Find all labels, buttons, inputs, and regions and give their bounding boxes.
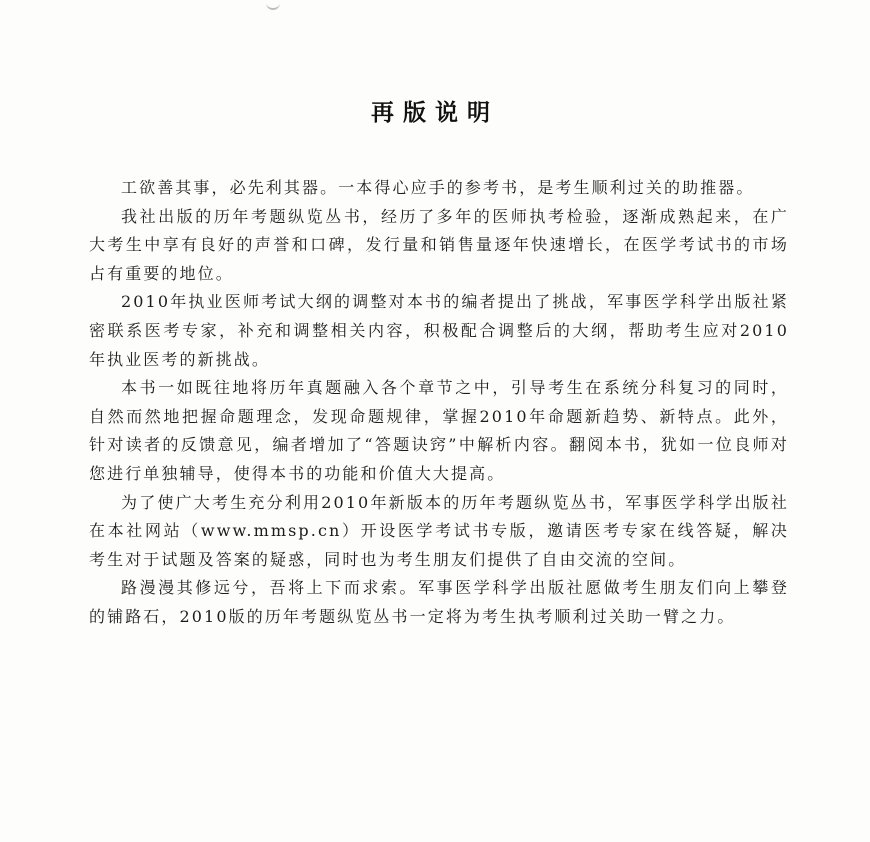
paragraph-2: 我社出版的历年考题纵览丛书，经历了多年的医师执考检验，逐渐成熟起来，在广大考生中享有良好的声誉和口碑，发行量和销售量逐年快速增长，在医学考试书的市场占有重要的地位。 — [89, 206, 789, 283]
paragraph-1: 工欲善其事，必先利其器。一本得心应手的参考书，是考生顺利过关的助推器。 — [121, 178, 755, 197]
scan-mark — [266, 0, 280, 10]
paragraph-4: 本书一如既往地将历年真题融入各个章节之中，引导考生在系统分科复习的同时，自然而然地把握命题理念，发现命题规律，掌握2010年命题新趋势、新特点。此外，针对读者的反馈意见，编者增加了“答题诀窍”中解析内容。翻阅本书，犹如一位良师对您进行单独辅导，使得本书的功能和价值大大提高。 — [89, 378, 789, 483]
paragraph-6: 路漫漫其修远兮，吾将上下而求索。军事医学科学出版社愿做考生朋友们向上攀登的铺路石，2010版的历年考题纵览丛书一定将为考生执考顺利过关助一臂之力。 — [89, 578, 789, 626]
paragraph-5: 为了使广大考生充分利用2010年新版本的历年考题纵览丛书，军事医学科学出版社在本社网站（www.mmsp.cn）开设医学考试书专版，邀请医考专家在线答疑，解决考生对于试题及答案的疑惑，同时也为考生朋友们提供了自由交流的空间。 — [89, 492, 789, 569]
body-text — [89, 174, 789, 632]
paragraph-3: 2010年执业医师考试大纲的调整对本书的编者提出了挑战，军事医学科学出版社紧密联系医考专家，补充和调整相关内容，积极配合调整后的大纲，帮助考生应对2010年执业医考的新挑战。 — [89, 292, 789, 369]
page-title: 再版说明 — [371, 100, 499, 126]
